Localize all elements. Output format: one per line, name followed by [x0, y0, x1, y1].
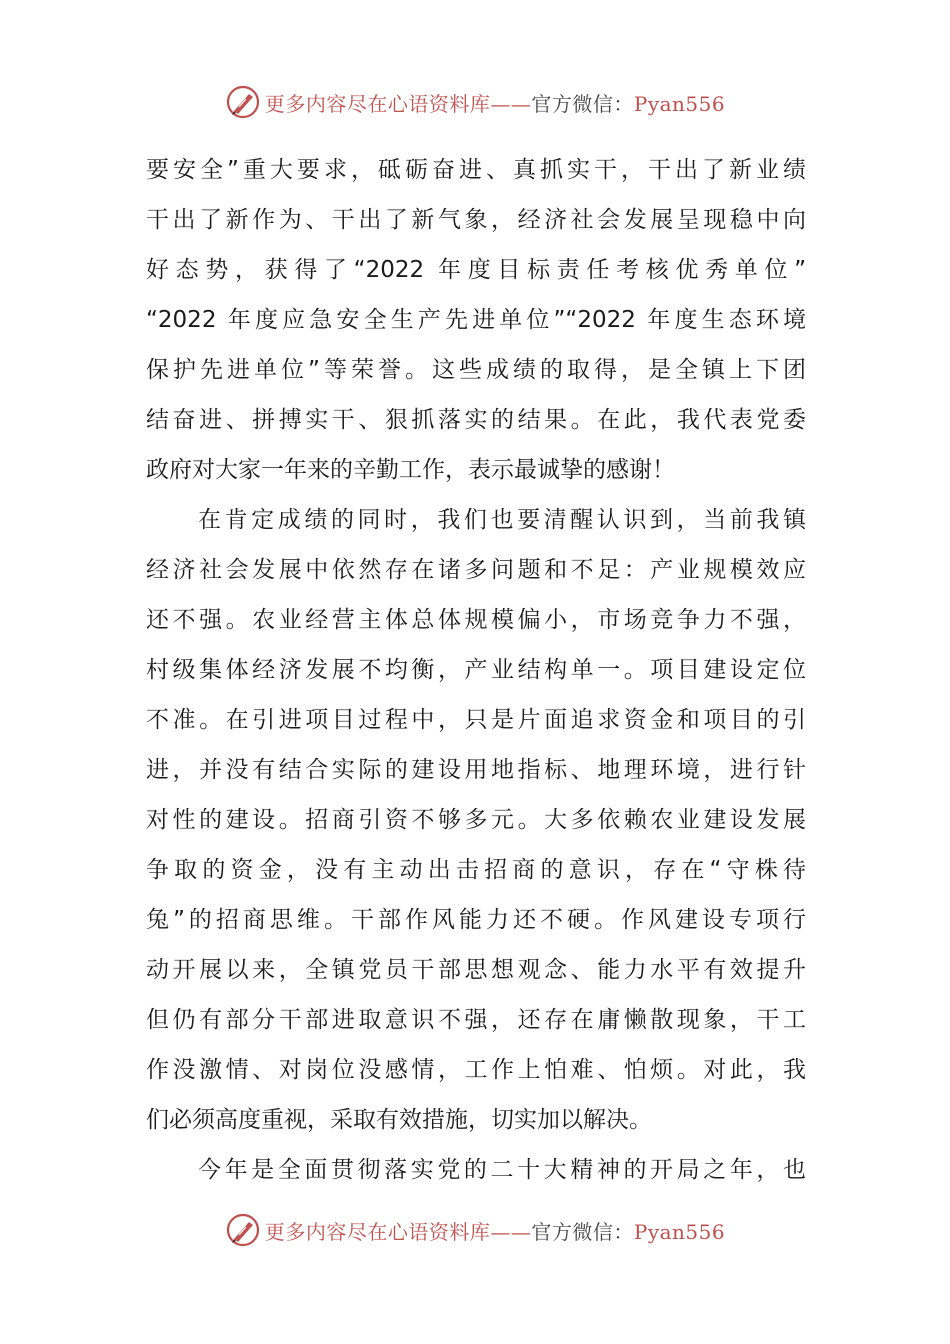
text-line-paragraph-start: 在肯定成绩的同时，我们也要清醒认识到，当前我镇 [198, 507, 806, 533]
banner-suffix: 官方微信： [531, 1219, 634, 1244]
text-line: 还不强。农业经营主体总体规模偏小，市场竞争力不强， [146, 607, 806, 633]
banner-wechat-id: Pyan556 [633, 91, 726, 116]
text-line: “2022 年度应急安全生产先进单位”“2022 年度生态环境 [146, 307, 806, 333]
banner-text [265, 1216, 725, 1245]
banner-main: 更多内容尽在心语资料库 [264, 1219, 491, 1244]
text-line: 动开展以来，全镇党员干部思想观念、能力水平有效提升 [146, 957, 806, 983]
text-line: 保护先进单位”等荣誉。这些成绩的取得，是全镇上下团 [146, 357, 806, 383]
banner-dash: —— [490, 1219, 532, 1244]
text-line: 要安全”重大要求，砥砺奋进、真抓实干，干出了新业绩 [146, 157, 806, 183]
document-body [146, 145, 806, 1195]
pen-circle-logo-icon [225, 84, 261, 120]
text-line: 干出了新作为、干出了新气象，经济社会发展呈现稳中向 [146, 207, 806, 233]
text-line: 进，并没有结合实际的建设用地指标、地理环境，进行针 [146, 757, 806, 783]
text-line: 对性的建设。招商引资不够多元。大多依赖农业建设发展 [146, 807, 806, 833]
text-line: 村级集体经济发展不均衡，产业结构单一。项目建设定位 [146, 657, 806, 683]
footer-banner [0, 1208, 950, 1252]
text-line: 争取的资金，没有主动出击招商的意识，存在“守株待 [146, 857, 806, 883]
text-line: 不准。在引进项目过程中，只是片面追求资金和项目的引 [146, 707, 806, 733]
banner-main: 更多内容尽在心语资料库 [264, 91, 491, 116]
header-banner [0, 80, 950, 124]
text-line: 兔”的招商思维。干部作风能力还不硬。作风建设专项行 [146, 907, 806, 933]
text-line: 但仍有部分干部进取意识不强，还存在庸懒散现象，干工 [146, 1007, 806, 1033]
pen-circle-logo-icon [225, 1212, 261, 1248]
text-line: 作没激情、对岗位没感情，工作上怕难、怕烦。对此，我 [146, 1057, 806, 1083]
banner-suffix: 官方微信： [531, 91, 634, 116]
text-line: 结奋进、拼搏实干、狠抓落实的结果。在此，我代表党委 [146, 407, 806, 433]
banner-dash: —— [490, 91, 532, 116]
text-line: 政府对大家一年来的辛勤工作，表示最诚挚的感谢！ [146, 457, 675, 483]
text-line-paragraph-start: 今年是全面贯彻落实党的二十大精神的开局之年，也 [198, 1157, 806, 1183]
text-line: 经济社会发展中依然存在诸多问题和不足：产业规模效应 [146, 557, 806, 583]
banner-wechat-id: Pyan556 [633, 1219, 726, 1244]
text-line: 们必须高度重视，采取有效措施，切实加以解决。 [146, 1107, 652, 1133]
text-line: 好态势，获得了“2022 年度目标责任考核优秀单位” [146, 257, 806, 283]
banner-text [265, 88, 725, 117]
